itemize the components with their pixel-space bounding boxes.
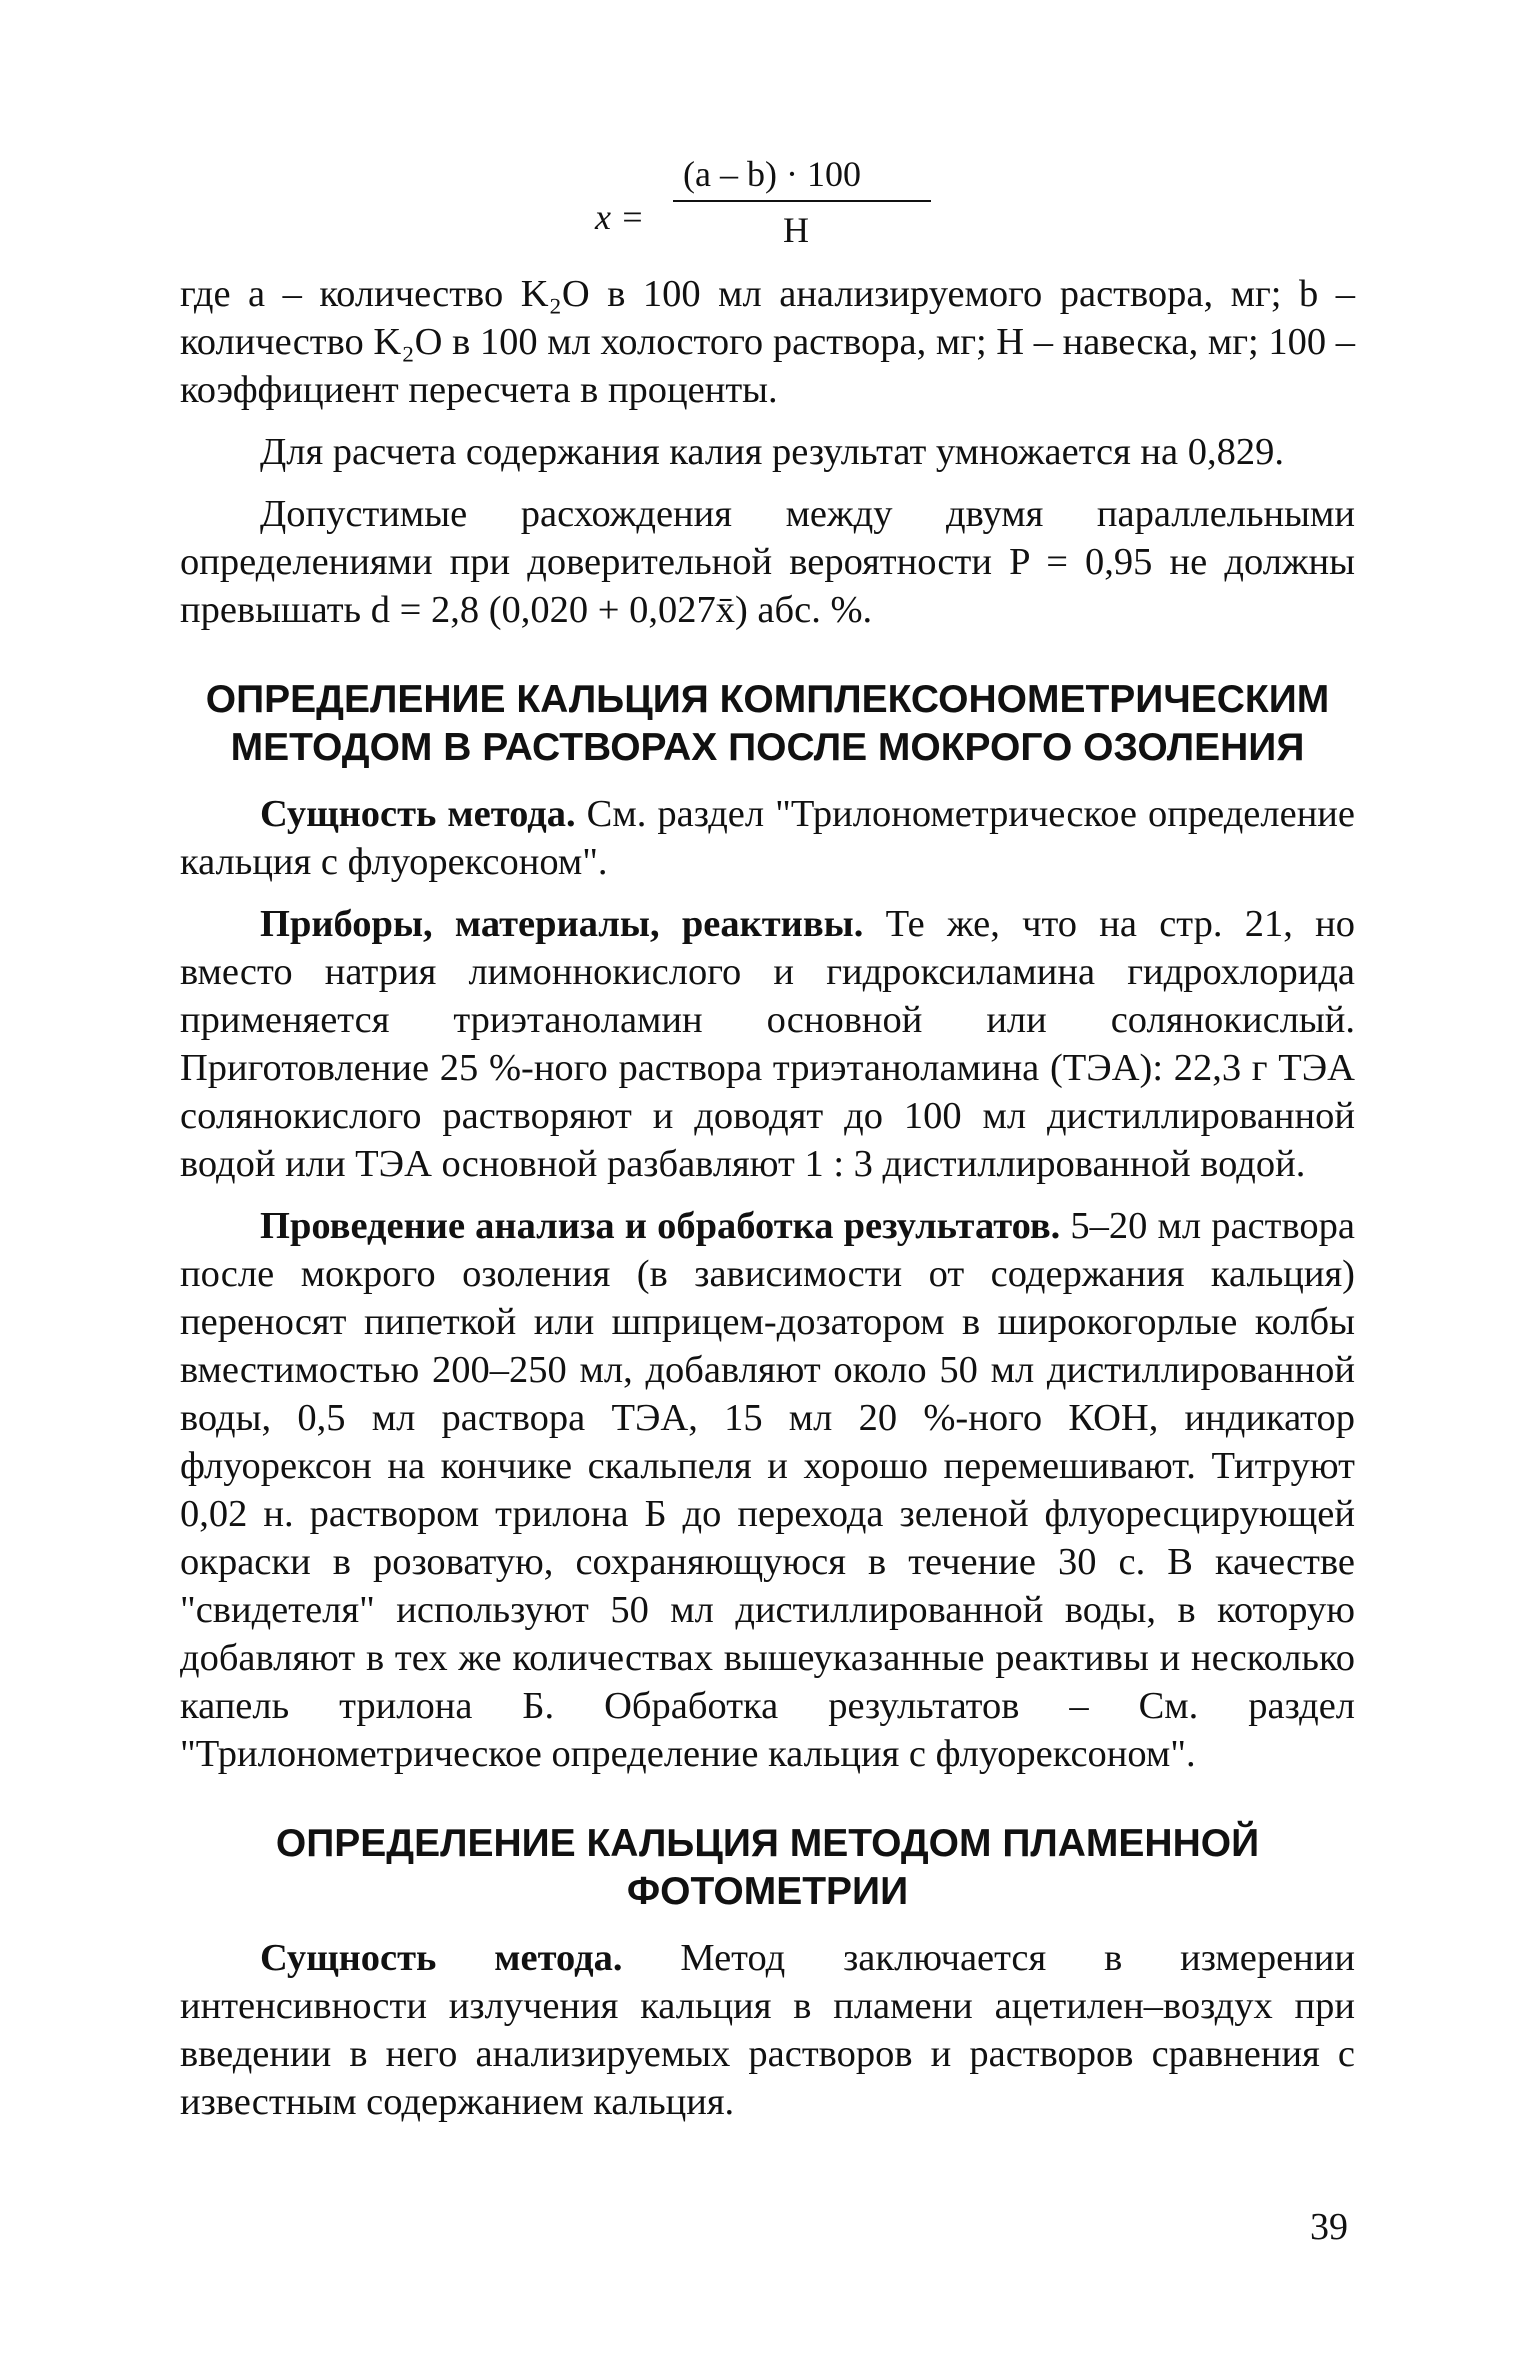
fraction-bar — [673, 200, 931, 202]
paragraph-analysis — [180, 1202, 1355, 1778]
heading-line: ОПРЕДЕЛЕНИЕ КАЛЬЦИЯ КОМПЛЕКСОНОМЕТРИЧЕСКИМ — [205, 678, 1330, 721]
run-in-label: Сущность метода. — [260, 793, 576, 835]
paragraph-text: Те же, что на стр. 21, но вместо натрия лимоннокислого и гидроксиламина гидрохлорида применяется триэтаноламин основной или солянокислый. Приготовление 25 %-ного раствора триэтаноламина (ТЭА): 22,3 г ТЭА солянокислого растворяют и доводят до 100 мл дистиллированной водой или ТЭА основной разбавляют 1 : 3 дистиллированной водой. — [180, 903, 1355, 1185]
section-heading-flame-photometry — [180, 1820, 1355, 1916]
heading-line: ОПРЕДЕЛЕНИЕ КАЛЬЦИЯ МЕТОДОМ ПЛАМЕННОЙ — [275, 1822, 1260, 1865]
paragraph-text: 5–20 мл раствора после мокрого озоления (в зависимости от содержания кальция) переносят пипеткой или шприцем-дозатором в широкогорлые колбы вместимостью 200–250 мл, добавляют около 50 мл дистиллированной воды, 0,5 мл раствора ТЭА, 15 мл 20 %-ного КОН, индикатор флуорексон на кончике скальпеля и хорошо перемешивают. Титруют 0,02 н. раствором трилона Б до перехода зеленой флуоресцирующей окраски в розоватую, сохраняющуюся в течение 30 с. В качестве "свидетеля" используют 50 мл дистиллированной воды, в которую добавляют в тех же количествах вышеуказанные реактивы и несколько капель трилона Б. Обработка результатов – См. раздел "Трилонометрическое определение кальция с флуорексоном". — [180, 1205, 1355, 1775]
paragraph-tolerance: Допустимые расхождения между двумя параллельными определениями при доверительной вероятности P = 0,95 не должны превышать d = 2,8 (0,020 + 0,027x̄) абс. %. — [180, 493, 1355, 631]
paragraph-text: См. раздел "Трилонометрическое определение кальция с флуорексоном". — [180, 793, 1355, 883]
page-body — [180, 150, 1355, 2140]
formula — [595, 150, 1355, 270]
heading-line: МЕТОДОМ В РАСТВОРАХ ПОСЛЕ МОКРОГО ОЗОЛЕНИЯ — [230, 726, 1305, 769]
paragraph-potassium-factor: Для расчета содержания калия результат умножается на 0,829. — [260, 431, 1284, 473]
paragraph-essence-flame — [180, 1934, 1355, 2126]
heading-line: ФОТОМЕТРИИ — [626, 1870, 909, 1913]
section-heading-complexometric — [180, 676, 1355, 772]
paragraph-devices — [180, 900, 1355, 1188]
formula-lhs: x = — [595, 197, 645, 237]
paragraph-essence — [180, 790, 1355, 886]
page-number: 39 — [1310, 2206, 1348, 2248]
run-in-label: Проведение анализа и обработка результатов. — [260, 1205, 1061, 1247]
run-in-label: Сущность метода. — [260, 1937, 623, 1979]
formula-denominator: Н — [783, 210, 809, 250]
paragraph-text: Метод заключается в измерении интенсивности излучения кальция в пламени ацетилен–воздух при введении в него анализируемых растворов и растворов сравнения с известным содержанием кальция. — [180, 1937, 1355, 2123]
run-in-label: Приборы, материалы, реактивы. — [260, 903, 864, 945]
formula-numerator: (a – b) · 100 — [683, 154, 861, 194]
paragraph-variables: где a – количество K₂O в 100 мл анализируемого раствора, мг; b – количество K₂O в 100 мл холостого раствора, мг; Н – навеска, мг; 100 – коэффициент пересчета в проценты. — [180, 273, 1355, 411]
